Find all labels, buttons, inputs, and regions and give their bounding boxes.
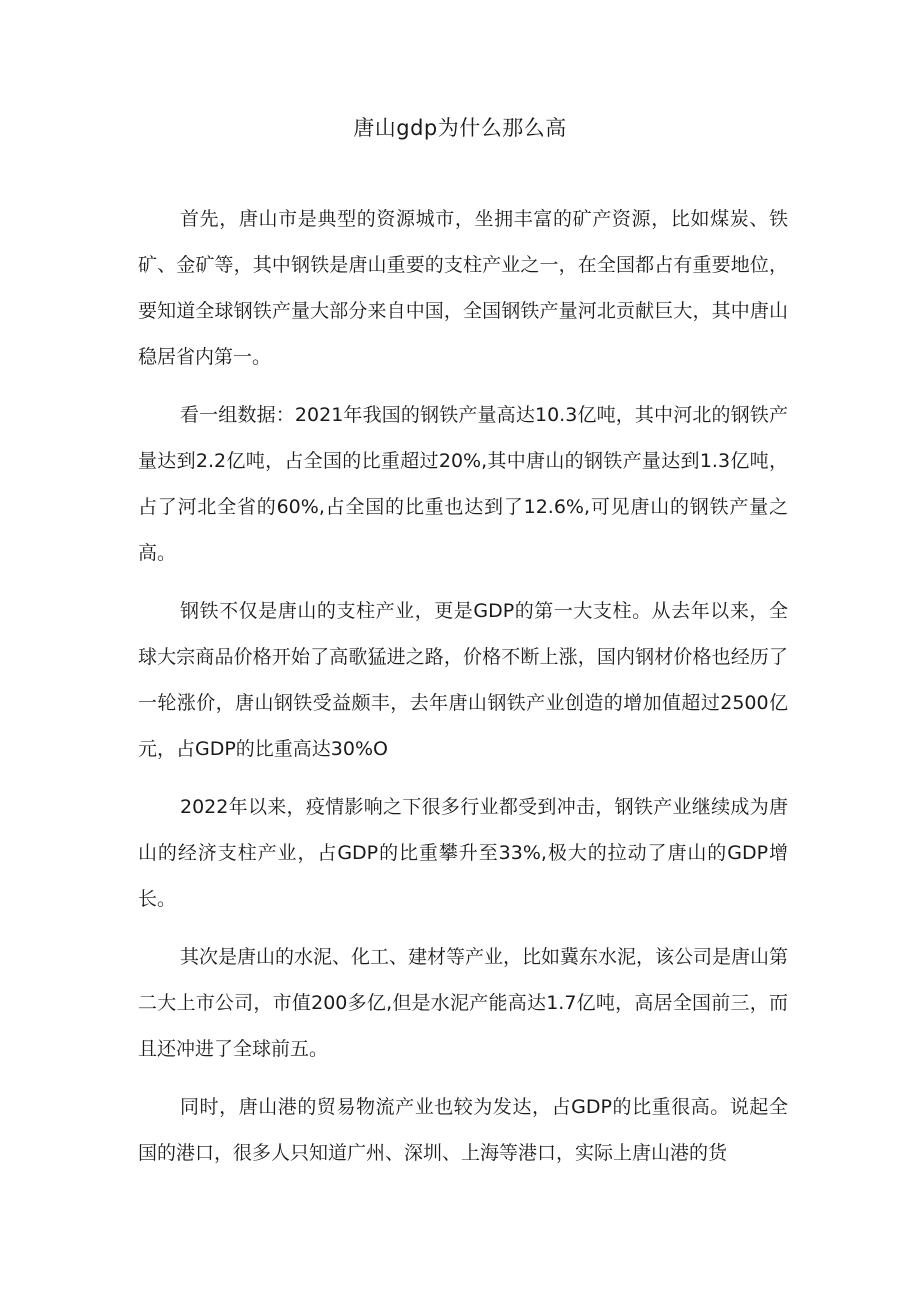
paragraph-1: 首先，唐山市是典型的资源城市，坐拥丰富的矿产资源，比如煤炭、铁矿、金矿等，其中钢铁是唐山重要的支柱产业之一，在全国都占有重要地位，要知道全球钢铁产量大部分来自中国，全国钢铁产量河北贡献巨大，其中唐山稳居省内第一。: [138, 208, 788, 368]
document-title: 唐山gdp为什么那么高: [353, 116, 567, 140]
paragraph-6: 同时，唐山港的贸易物流产业也较为发达，占GDP的比重很高。说起全国的港口，很多人只知道广州、深圳、上海等港口，实际上唐山港的货: [138, 1096, 788, 1164]
document-body: [138, 196, 788, 1188]
paragraph-3: 钢铁不仅是唐山的支柱产业，更是GDP的第一大支柱。从去年以来，全球大宗商品价格开始了高歌猛进之路，价格不断上涨，国内钢材价格也经历了一轮涨价，唐山钢铁受益颇丰，去年唐山钢铁产业创造的增加值超过2500亿元，占GDP的比重高达30%O: [138, 600, 788, 760]
paragraph-4: 2022年以来，疫情影响之下很多行业都受到冲击，钢铁产业继续成为唐山的经济支柱产业，占GDP的比重攀升至33%,极大的拉动了唐山的GDP增长。: [138, 796, 788, 910]
paragraph-5: 其次是唐山的水泥、化工、建材等产业，比如冀东水泥，该公司是唐山第二大上市公司，市值200多亿,但是水泥产能高达1.7亿吨，高居全国前三，而且还冲进了全球前五。: [138, 946, 789, 1060]
paragraph-2: 看一组数据：2021年我国的钢铁产量高达10.3亿吨，其中河北的钢铁产量达到2.2亿吨，占全国的比重超过20%,其中唐山的钢铁产量达到1.3亿吨，占了河北全省的60%,占全国的比重也达到了12.6%,可见唐山的钢铁产量之高。: [138, 404, 788, 564]
